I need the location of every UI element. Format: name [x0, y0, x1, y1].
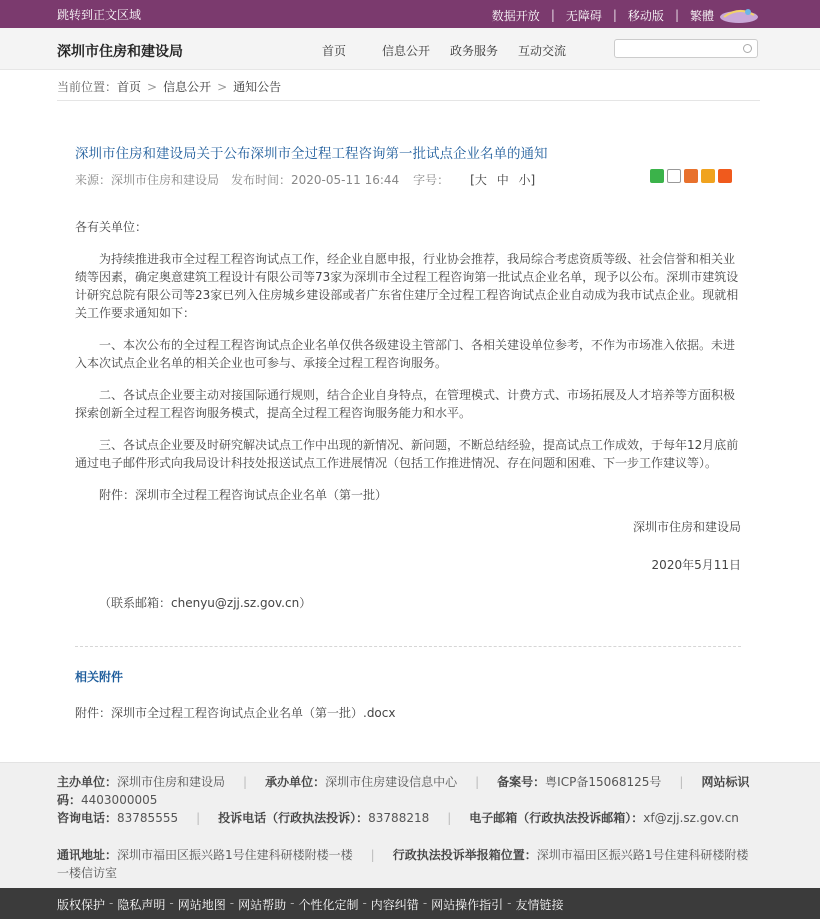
footer-email[interactable]: xf@zjj.sz.gov.cn [643, 811, 739, 825]
friend-links[interactable]: 友情链接 [515, 898, 564, 912]
footer-phone-label: 咨询电话： [57, 811, 118, 825]
mobile-version-link[interactable]: 移动版 [627, 8, 664, 23]
footer-icp-label: 备案号： [497, 775, 546, 789]
font-size-controls [467, 171, 538, 188]
more-share-icon[interactable] [718, 169, 732, 183]
qq-share-icon[interactable] [667, 169, 681, 183]
article-body [75, 218, 741, 626]
section-divider [75, 646, 741, 647]
font-size-large[interactable]: [大 [470, 173, 487, 187]
article-paragraph: 三、各试点企业要及时研究解决试点工作中出现的新情况、新问题，不断总结经验，提高试点工作成效，于每年12月底前通过电子邮件形式向我局设计科技处报送试点工作进展情况（包括工作推进情况、存在问题和困难、下一步工作建议等）。 [75, 438, 739, 470]
footer-box-label: 行政执法投诉举报箱位置： [392, 848, 537, 862]
footer-complaint-label: 投诉电话（行政执法投诉）： [218, 811, 369, 825]
site-header [0, 28, 820, 70]
search-box [614, 39, 758, 58]
nav-info-disclosure[interactable]: 信息公开 [382, 44, 431, 58]
breadcrumb-notice[interactable]: 通知公告 [233, 80, 282, 94]
share-bar [650, 169, 735, 183]
nav-interaction[interactable]: 互动交流 [518, 44, 567, 58]
qzone-share-icon[interactable] [701, 169, 715, 183]
article-greeting: 各有关单位： [75, 220, 148, 234]
footer-host-label: 主办单位： [57, 775, 118, 789]
bottom-links: 版权保护 - 隐私声明 - 网站地图 - 网站帮助 - 个性化定制 - 内容纠错 - 网站操作指引 - 友情链接 [57, 896, 564, 912]
footer-email-label: 电子邮箱（行政执法投诉邮箱）： [469, 811, 644, 825]
article-paragraph: 为持续推进我市全过程工程咨询试点工作，经企业自愿申报，行业协会推荐，我局综合考虑资质等级、社会信誉和相关业绩等因素，确定奥意建筑工程设计有限公司等73家为深圳市全过程工程咨询第一批试点企业名单，现予以公布。深圳市建筑设计研究总院有限公司等23家已列入住房城乡建设部或者广东省住建厅全过程工程咨询试点企业自动成为我市试点企业。现就相关工作要求通知如下： [75, 252, 739, 320]
divider [57, 100, 760, 101]
footer-address-label: 通讯地址： [57, 848, 118, 862]
footer-address: 深圳市福田区振兴路1号住建科研楼附楼一楼 [117, 848, 353, 862]
error-report-link[interactable]: 内容纠错 [370, 898, 419, 912]
footer-host: 深圳市住房和建设局 [117, 775, 226, 789]
footer-line-3: 通讯地址：深圳市福田区振兴路1号住建科研楼附楼一楼 | 行政执法投诉举报箱位置：深圳市福田区振兴路1号住建科研楼附楼一楼信访室 [57, 848, 749, 880]
breadcrumb-info[interactable]: 信息公开 [163, 80, 212, 94]
help-link[interactable]: 网站帮助 [238, 898, 287, 912]
article-meta [75, 171, 538, 188]
footer-site-id-label: 网站标识码： [57, 775, 750, 807]
nav-home[interactable]: 首页 [322, 44, 347, 58]
footer-icp[interactable]: 粤ICP备15068125号 [545, 775, 662, 789]
accessibility-link[interactable]: 无障碍 [565, 8, 602, 23]
weibo-share-icon[interactable] [684, 169, 698, 183]
breadcrumb [57, 78, 281, 95]
sitemap-link[interactable]: 网站地图 [177, 898, 226, 912]
attachment-link[interactable]: 附件：深圳市全过程工程咨询试点企业名单（第一批）.docx [75, 706, 396, 720]
traditional-chinese-link[interactable]: 繁體 [689, 8, 714, 23]
attachments-title: 相关附件 [75, 670, 124, 684]
article-signature: 深圳市住房和建设局 [632, 520, 741, 534]
footer-phone: 83785555 [117, 811, 179, 825]
footer-undertaker: 深圳市住房建设信息中心 [325, 775, 458, 789]
footer-undertaker-label: 承办单位： [265, 775, 326, 789]
nav-government-services[interactable]: 政务服务 [450, 44, 499, 58]
open-data-link[interactable]: 数据开放 [491, 8, 540, 23]
wechat-share-icon[interactable] [650, 169, 664, 183]
mascot-logo-icon [718, 6, 760, 24]
copyright-link[interactable]: 版权保护 [57, 898, 106, 912]
article-paragraph: 一、本次公布的全过程工程咨询试点企业名单仅供各级建设主管部门、各相关建设单位参考，不作为市场准入依据。未进入本次试点企业名单的相关企业也可参与、承接全过程工程咨询服务。 [75, 338, 736, 370]
footer-complaint: 83788218 [368, 811, 430, 825]
breadcrumb-separator: > [217, 80, 228, 94]
privacy-link[interactable]: 隐私声明 [117, 898, 166, 912]
search-input[interactable] [619, 40, 739, 56]
font-size-medium[interactable]: 中 [496, 173, 509, 187]
breadcrumb-prefix: 当前位置： [57, 80, 118, 94]
footer-line-2: 咨询电话：83785555 | 投诉电话（行政执法投诉）：83788218 | 电子邮箱（行政执法投诉邮箱）：xf@zjj.sz.gov.cn [57, 811, 739, 825]
top-bar [0, 0, 820, 28]
breadcrumb-home[interactable]: 首页 [117, 80, 142, 94]
article-contact-email: （联系邮箱：chenyu@zjj.sz.gov.cn） [99, 596, 312, 610]
article-attachment-note: 附件：深圳市全过程工程咨询试点企业名单（第一批） [99, 488, 388, 502]
footer-site-id: 4403000005 [81, 793, 158, 807]
site-footer [0, 762, 820, 888]
search-icon[interactable] [743, 44, 752, 53]
main-nav [322, 42, 602, 59]
article-publish-time: 发布时间：2020-05-11 16:44 [231, 173, 400, 187]
skip-to-content-link[interactable]: 跳转到正文区域 [57, 8, 142, 22]
site-title[interactable]: 深圳市住房和建设局 [57, 44, 183, 60]
article-title: 深圳市住房和建设局关于公布深圳市全过程工程咨询第一批试点企业名单的通知 [75, 146, 548, 162]
breadcrumb-separator: > [147, 80, 158, 94]
customize-link[interactable]: 个性化定制 [298, 898, 359, 912]
footer-line-1: 主办单位：深圳市住房和建设局 | 承办单位：深圳市住房建设信息中心 | 备案号：粤ICP备15068125号 | 网站标识码：4403000005 [57, 775, 750, 807]
top-links: 数据开放 | 无障碍 | 移动版 | 繁體 [492, 6, 760, 24]
font-size-label: 字号： [413, 173, 450, 187]
article-date: 2020年5月11日 [651, 558, 741, 572]
article-source: 来源：深圳市住房和建设局 [75, 173, 220, 187]
footer-box: 深圳市福田区振兴路1号住建科研楼附楼一楼信访室 [57, 848, 749, 880]
bottom-bar [0, 888, 820, 919]
article-paragraph: 二、各试点企业要主动对接国际通行规则，结合企业自身特点，在管理模式、计费方式、市场拓展及人才培养等方面积极探索创新全过程工程咨询服务模式，提高全过程工程咨询服务能力和水平。 [75, 388, 736, 420]
font-size-small[interactable]: 小] [518, 173, 536, 187]
guide-link[interactable]: 网站操作指引 [431, 898, 504, 912]
